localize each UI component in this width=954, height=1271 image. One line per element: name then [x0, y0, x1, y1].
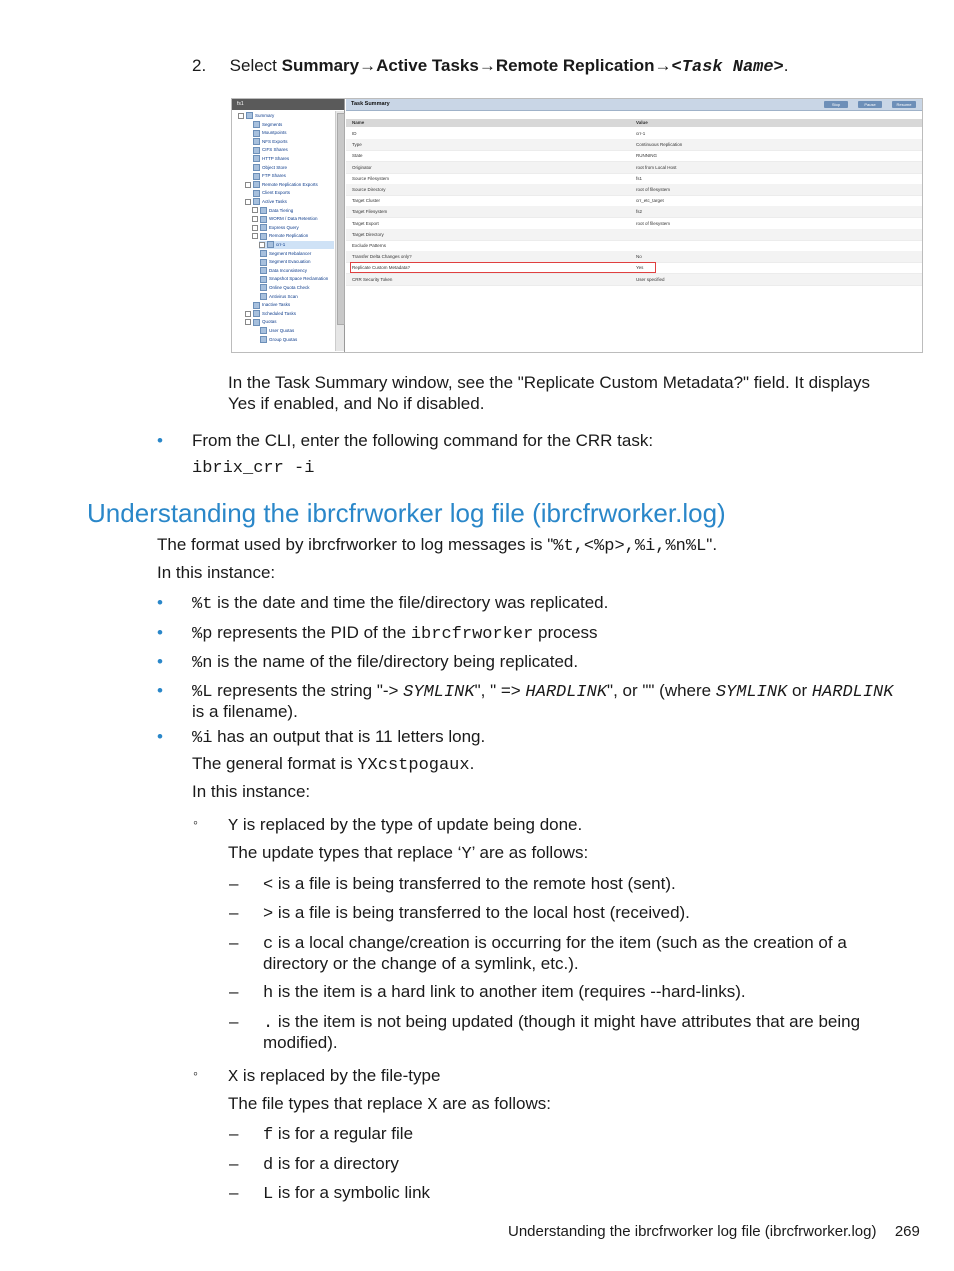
- tree-item-label: Remote Replication: [269, 233, 309, 239]
- page-number: 269: [894, 1223, 920, 1240]
- bullet-icon: •: [157, 681, 163, 700]
- item-t: %t is the date and time the file/directory was replicated.: [192, 593, 609, 614]
- table-row[interactable]: [346, 139, 922, 151]
- folder-icon: [260, 327, 267, 334]
- tree-item[interactable]: [245, 121, 282, 129]
- dash-icon: –: [229, 1183, 239, 1202]
- tree-item-label: Mountpoints: [262, 130, 287, 136]
- folder-icon: [260, 293, 267, 300]
- step-2-line: 2. Select Summary→Active Tasks→Remote Replication→<Task Name>.: [192, 56, 789, 77]
- table-header: [346, 119, 922, 127]
- table-row[interactable]: [346, 206, 922, 218]
- resume-button[interactable]: Resume: [892, 101, 916, 108]
- menu-path-task-name: <Task Name>: [671, 58, 784, 77]
- tree-item[interactable]: [259, 241, 334, 249]
- col-name-header: Name: [352, 120, 365, 125]
- tree-item-label: NFS Exports: [262, 138, 288, 144]
- tree-item[interactable]: [238, 112, 274, 120]
- item-p: %p represents the PID of the ibrcfrworker process: [192, 623, 598, 644]
- expand-toggle-icon[interactable]: [252, 233, 258, 239]
- task-summary-panel: [346, 99, 922, 352]
- tree-item[interactable]: [252, 284, 310, 292]
- x-type-regular-file: f is for a regular file: [263, 1124, 414, 1145]
- footer: [508, 1223, 920, 1240]
- expand-toggle-icon[interactable]: [245, 311, 251, 317]
- tree-item-label: Client Exports: [262, 190, 291, 196]
- tree-item[interactable]: [252, 267, 307, 275]
- x-type-symlink: L is for a symbolic link: [263, 1183, 431, 1204]
- tree-item[interactable]: [252, 336, 297, 344]
- tree-item[interactable]: [245, 146, 288, 154]
- tree-title: fs1: [232, 99, 344, 110]
- y-types-line: The update types that replace ‘Y’ are as follows:: [228, 843, 589, 864]
- table-row[interactable]: [346, 184, 922, 196]
- folder-icon: [260, 233, 267, 240]
- x-type-directory: d is for a directory: [263, 1154, 399, 1175]
- folder-icon: [260, 284, 267, 291]
- tree-item-label: Scheduled Tasks: [262, 310, 296, 316]
- bullet-icon: •: [157, 652, 163, 671]
- tree-item[interactable]: [245, 310, 296, 318]
- row-value: No: [636, 254, 642, 260]
- tree-item-label: Snapshot Space Reclamation: [269, 276, 329, 282]
- row-name: Exclude Patterns: [352, 243, 387, 248]
- expand-toggle-icon[interactable]: [245, 199, 251, 205]
- folder-icon: [253, 302, 260, 309]
- row-value: crr_etc_target: [636, 198, 664, 204]
- item-L-line-2: is a filename).: [192, 702, 298, 721]
- tree-item-label: Online Quota Check: [269, 285, 310, 290]
- tree-item[interactable]: [252, 224, 299, 232]
- expand-toggle-icon[interactable]: [252, 207, 258, 213]
- sub-bullet-icon: ◦: [193, 1065, 198, 1081]
- tree-item[interactable]: [252, 258, 311, 266]
- tree-item[interactable]: [252, 250, 311, 258]
- tree-item[interactable]: [245, 189, 290, 197]
- y-type-received: > is a file is being transferred to the local host (received).: [263, 903, 690, 924]
- menu-path-active-tasks: Active Tasks: [376, 56, 479, 75]
- row-name: CRR Security Token: [352, 276, 393, 282]
- footer-title: Understanding the ibrcfrworker log file (ibrcfrworker.log): [508, 1223, 877, 1240]
- tree-item[interactable]: [245, 129, 287, 137]
- expand-toggle-icon[interactable]: [252, 225, 258, 231]
- y-type-not-updated-line-2: modified).: [263, 1033, 338, 1052]
- table-row[interactable]: [346, 173, 922, 185]
- dash-icon: –: [229, 1124, 239, 1143]
- cli-command: ibrix_crr -i: [192, 459, 315, 478]
- tree-item-label: Active Tasks: [262, 199, 287, 204]
- cli-bullet-text: From the CLI, enter the following command for the CRR task:: [192, 431, 654, 450]
- menu-path-remote-replication: Remote Replication: [495, 56, 655, 75]
- general-format-line: The general format is YXcstpogaux.: [192, 754, 475, 775]
- task-summary-screenshot: [231, 98, 923, 353]
- menu-path-summary: Summary: [281, 56, 360, 75]
- row-value: Continuous Replication: [636, 142, 683, 148]
- folder-icon: [253, 147, 260, 154]
- arrow-icon: →: [359, 56, 377, 75]
- highlight-box: [350, 262, 656, 273]
- row-value: User specified: [636, 276, 665, 282]
- section-heading: Understanding the ibrcfrworker log file (ibrcfrworker.log): [87, 498, 726, 528]
- bullet-icon: •: [157, 623, 163, 642]
- table-row[interactable]: [346, 274, 922, 286]
- folder-icon: [267, 241, 274, 248]
- folder-icon: [253, 181, 260, 188]
- x-item: X is replaced by the file-type: [228, 1066, 441, 1087]
- row-value: fs2: [636, 209, 643, 215]
- folder-icon: [253, 138, 260, 145]
- row-name: Target Filesystem: [352, 209, 388, 215]
- tree-item-label: Express Query: [269, 224, 299, 230]
- tree-item-label: HTTP Shares: [262, 156, 290, 161]
- tree-item-label: User Quotas: [269, 328, 295, 333]
- folder-icon: [246, 112, 253, 119]
- tree-item[interactable]: [245, 318, 277, 326]
- arrow-icon: →: [654, 56, 672, 75]
- dash-icon: –: [229, 874, 239, 893]
- row-value: root of filesystem: [636, 187, 671, 192]
- dash-icon: –: [229, 1012, 239, 1031]
- folder-icon: [260, 267, 267, 274]
- folder-icon: [260, 224, 267, 231]
- table-row[interactable]: [346, 162, 922, 174]
- row-name: Originator: [352, 164, 372, 170]
- row-value: root from Local Host: [636, 164, 677, 170]
- tree-item[interactable]: [252, 207, 293, 215]
- table-row[interactable]: [346, 195, 922, 207]
- pause-button[interactable]: Pause: [858, 101, 882, 108]
- panel-title: Task Summary: [346, 99, 922, 111]
- row-value: Yes: [636, 265, 644, 271]
- task-summary-note-line-1: In the Task Summary window, see the "Replicate Custom Metadata?" field. It displays: [228, 373, 871, 392]
- step-number: 2.: [192, 56, 207, 75]
- format-line: The format used by ibrcfrworker to log messages is "%t,<%p>,%i,%n%L".: [157, 535, 718, 556]
- tree-item-label: Quotas: [262, 319, 277, 325]
- tree-item-label: Data Inconsistency: [269, 267, 308, 273]
- folder-icon: [253, 121, 260, 128]
- table-row[interactable]: [346, 150, 922, 162]
- sub-bullet-icon: ◦: [193, 814, 198, 830]
- folder-icon: [253, 155, 260, 162]
- row-name: State: [352, 153, 363, 159]
- tree-item[interactable]: [245, 301, 290, 309]
- table-row[interactable]: [346, 218, 922, 230]
- bullet-icon: •: [157, 593, 163, 612]
- item-i: %i has an output that is 11 letters long.: [192, 727, 486, 748]
- row-value: root of filesystem: [636, 220, 671, 226]
- expand-toggle-icon[interactable]: [238, 113, 244, 119]
- row-name: ID: [352, 131, 357, 136]
- tree-item[interactable]: [245, 155, 289, 163]
- folder-icon: [253, 310, 260, 317]
- folder-icon: [260, 259, 267, 266]
- tree-item-label: Data Tiering: [269, 207, 294, 213]
- tree-item[interactable]: [245, 172, 286, 180]
- expand-toggle-icon[interactable]: [252, 216, 258, 222]
- table-row[interactable]: [346, 240, 922, 252]
- tree-item-label: Segment Evacuation: [269, 259, 311, 265]
- table-row[interactable]: [346, 128, 922, 140]
- folder-icon: [253, 173, 260, 180]
- expand-toggle-icon[interactable]: [245, 182, 251, 188]
- tree-item[interactable]: [245, 138, 288, 146]
- tree-item-label: CIFS Shares: [262, 147, 288, 153]
- tree-item[interactable]: [245, 198, 287, 206]
- x-types-line: The file types that replace X are as follows:: [228, 1094, 551, 1115]
- row-value: RUNNING: [636, 153, 657, 159]
- y-type-change: c is a local change/creation is occurring for the item (such as the creation of a: [263, 933, 847, 954]
- row-value: fs1: [636, 175, 643, 181]
- row-name: Target Export: [352, 220, 379, 226]
- tree-item-label: crr-1: [276, 242, 286, 247]
- row-name: Source Directory: [352, 187, 386, 192]
- row-name: Type: [352, 142, 362, 148]
- folder-icon: [260, 207, 267, 214]
- tree-item[interactable]: [252, 275, 328, 283]
- tree-item-label: Segment Rebalancer: [269, 250, 312, 256]
- folder-icon: [253, 319, 260, 326]
- bullet-icon: •: [157, 431, 163, 450]
- folder-icon: [260, 336, 267, 343]
- arrow-icon: →: [478, 56, 496, 75]
- dash-icon: –: [229, 1154, 239, 1173]
- row-name: Transfer Delta Changes only?: [352, 254, 412, 260]
- y-type-sent: < is a file is being transferred to the remote host (sent).: [263, 874, 676, 895]
- dash-icon: –: [229, 903, 239, 922]
- tree-item-label: Segments: [262, 121, 283, 127]
- tree-item-label: Remote Replication Exports: [262, 181, 318, 187]
- dash-icon: –: [229, 982, 239, 1001]
- tree-item-label: FTP Shares: [262, 173, 286, 179]
- task-summary-note-line-2: Yes if enabled, and No if disabled.: [228, 394, 485, 413]
- tree-item[interactable]: [245, 164, 287, 172]
- tree-item-label: Group Quotas: [269, 336, 298, 342]
- item-L: %L represents the string "-> SYMLINK", " => HARDLINK", or "" (where SYMLINK or HARDLINK: [192, 681, 894, 702]
- stop-button[interactable]: Stop: [824, 101, 848, 108]
- item-n: %n is the name of the file/directory being replicated.: [192, 652, 579, 673]
- dash-icon: –: [229, 933, 239, 952]
- navigation-tree: [232, 99, 345, 352]
- row-name: Replicate Custom Metadata?: [352, 265, 411, 271]
- row-name: Target Cluster: [352, 198, 381, 204]
- y-type-not-updated: . is the item is not being updated (though it might have attributes that are being: [263, 1012, 861, 1033]
- folder-icon: [260, 276, 267, 283]
- folder-icon: [260, 250, 267, 257]
- table-row[interactable]: [346, 251, 922, 263]
- tree-scrollbar[interactable]: [335, 111, 344, 351]
- tree-item-label: Inactive Tasks: [262, 302, 291, 308]
- folder-icon: [253, 198, 260, 205]
- row-value: crr-1: [636, 131, 646, 136]
- y-type-change-line-2: directory or the change of a symlink, etc.).: [263, 954, 579, 973]
- tree-item-label: Summary: [255, 113, 275, 118]
- in-this-instance-2: In this instance:: [192, 782, 311, 801]
- tree-item[interactable]: [245, 181, 318, 189]
- expand-toggle-icon[interactable]: [245, 319, 251, 325]
- folder-icon: [253, 164, 260, 171]
- folder-icon: [260, 216, 267, 223]
- folder-icon: [253, 190, 260, 197]
- row-name: Source Filesystem: [352, 175, 390, 181]
- y-item: Y is replaced by the type of update being done.: [228, 815, 583, 836]
- tree-item[interactable]: [252, 327, 294, 335]
- col-value-header: Value: [636, 120, 648, 125]
- row-name: Target Directory: [352, 231, 384, 237]
- y-type-hardlink: h is the item is a hard link to another item (requires --hard-links).: [263, 982, 746, 1003]
- scrollbar-thumb[interactable]: [337, 113, 345, 325]
- expand-toggle-icon[interactable]: [259, 242, 265, 248]
- tree-item[interactable]: [252, 215, 318, 223]
- tree-item-label: Antivirus Scan: [269, 293, 298, 299]
- bullet-icon: •: [157, 727, 163, 746]
- table-row[interactable]: [346, 229, 922, 241]
- tree-item[interactable]: [252, 232, 308, 240]
- tree-item-label: Object Store: [262, 164, 288, 170]
- tree-item[interactable]: [252, 293, 298, 301]
- in-this-instance: In this instance:: [157, 563, 276, 582]
- format-code: %t,<%p>,%i,%n%L: [553, 537, 707, 556]
- tree-item-label: WORM / Data Retention: [269, 216, 318, 222]
- folder-icon: [253, 130, 260, 137]
